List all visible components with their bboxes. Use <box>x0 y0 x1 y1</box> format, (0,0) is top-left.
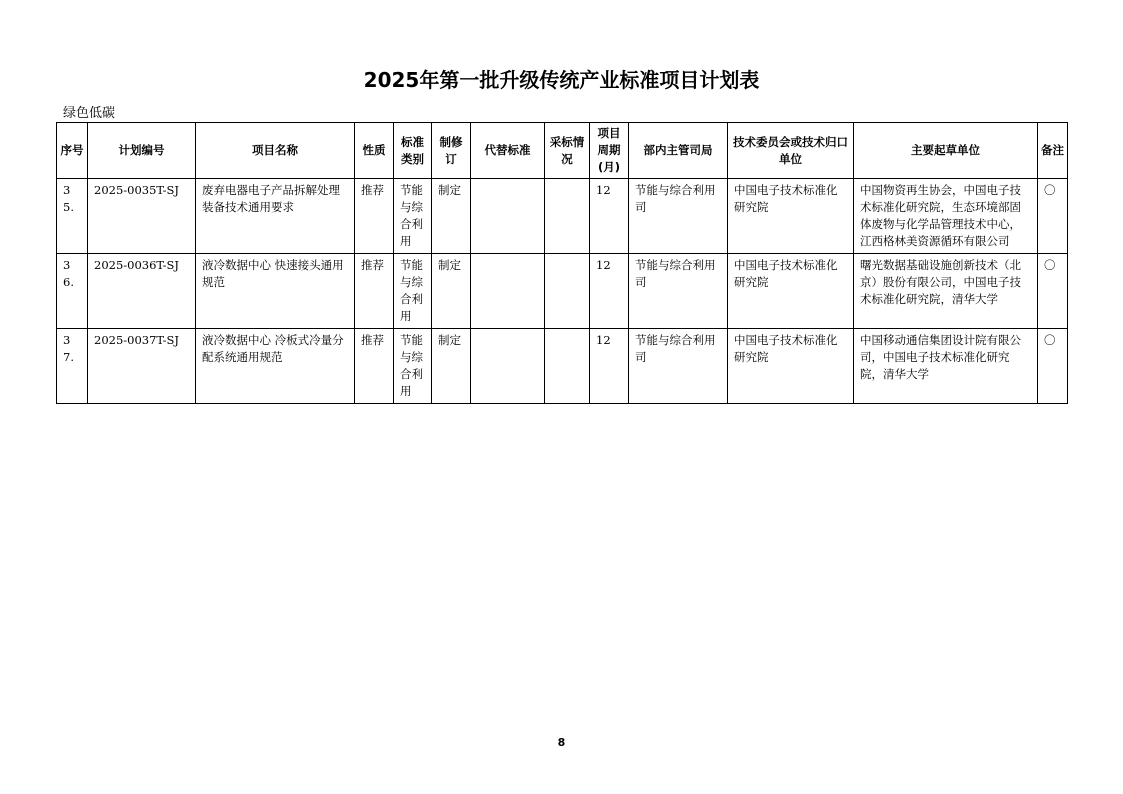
cell-standard-category: 节能与综合利用 <box>394 254 432 329</box>
header-seq: 序号 <box>57 123 88 179</box>
cell-project-name: 废弃电器电子产品拆解处理装备技术通用要求 <box>196 179 355 254</box>
cell-cycle-months: 12 <box>590 179 629 254</box>
cell-drafting-units: 中国物资再生协会，中国电子技术标准化研究院，生态环境部固体废物与化学品管理技术中心，江西格林美资源循环有限公司 <box>854 179 1038 254</box>
cell-adoption <box>545 329 590 404</box>
cell-department: 节能与综合利用司 <box>629 179 728 254</box>
standards-plan-table <box>56 122 1068 404</box>
cell-remarks: 〇 <box>1038 179 1068 254</box>
header-project-name: 项目名称 <box>196 123 355 179</box>
table-header-row <box>57 123 1068 179</box>
cell-plan-number: 2025-0036T-SJ <box>88 254 196 329</box>
cell-remarks: 〇 <box>1038 329 1068 404</box>
cell-remarks: 〇 <box>1038 254 1068 329</box>
table-row <box>57 179 1068 254</box>
header-adoption: 采标情况 <box>545 123 590 179</box>
cell-cycle-months: 12 <box>590 254 629 329</box>
cell-nature: 推荐 <box>355 254 394 329</box>
header-remarks: 备注 <box>1038 123 1068 179</box>
cell-nature: 推荐 <box>355 329 394 404</box>
cell-project-name: 液冷数据中心 冷板式冷量分配系统通用规范 <box>196 329 355 404</box>
cell-replaced-standard <box>471 329 545 404</box>
page-number: 8 <box>557 736 566 749</box>
header-replaced-standard: 代替标准 <box>471 123 545 179</box>
cell-nature: 推荐 <box>355 179 394 254</box>
table-row <box>57 329 1068 404</box>
cell-technical-committee: 中国电子技术标准化研究院 <box>728 329 854 404</box>
header-department: 部内主管司局 <box>629 123 728 179</box>
cell-adoption <box>545 179 590 254</box>
cell-replaced-standard <box>471 179 545 254</box>
cell-technical-committee: 中国电子技术标准化研究院 <box>728 179 854 254</box>
cell-seq: 36. <box>57 254 88 329</box>
header-plan-number: 计划编号 <box>88 123 196 179</box>
cell-department: 节能与综合利用司 <box>629 254 728 329</box>
page-title: 2025年第一批升级传统产业标准项目计划表 <box>363 68 760 92</box>
header-drafting-units: 主要起草单位 <box>854 123 1038 179</box>
cell-revision-type: 制定 <box>432 329 471 404</box>
cell-adoption <box>545 254 590 329</box>
header-nature: 性质 <box>355 123 394 179</box>
cell-drafting-units: 曙光数据基础设施创新技术（北京）股份有限公司，中国电子技术标准化研究院，清华大学 <box>854 254 1038 329</box>
cell-plan-number: 2025-0037T-SJ <box>88 329 196 404</box>
cell-standard-category: 节能与综合利用 <box>394 179 432 254</box>
cell-standard-category: 节能与综合利用 <box>394 329 432 404</box>
table-row <box>57 254 1068 329</box>
cell-plan-number: 2025-0035T-SJ <box>88 179 196 254</box>
cell-seq: 37. <box>57 329 88 404</box>
cell-revision-type: 制定 <box>432 179 471 254</box>
header-cycle-months: 项目周期(月) <box>590 123 629 179</box>
header-standard-category: 标准类别 <box>394 123 432 179</box>
cell-seq: 35. <box>57 179 88 254</box>
cell-cycle-months: 12 <box>590 329 629 404</box>
cell-technical-committee: 中国电子技术标准化研究院 <box>728 254 854 329</box>
header-technical-committee: 技术委员会或技术归口单位 <box>728 123 854 179</box>
section-label: 绿色低碳 <box>63 106 116 121</box>
cell-revision-type: 制定 <box>432 254 471 329</box>
cell-department: 节能与综合利用司 <box>629 329 728 404</box>
cell-project-name: 液冷数据中心 快速接头通用规范 <box>196 254 355 329</box>
cell-replaced-standard <box>471 254 545 329</box>
header-revision-type: 制修订 <box>432 123 471 179</box>
cell-drafting-units: 中国移动通信集团设计院有限公司，中国电子技术标准化研究院，清华大学 <box>854 329 1038 404</box>
